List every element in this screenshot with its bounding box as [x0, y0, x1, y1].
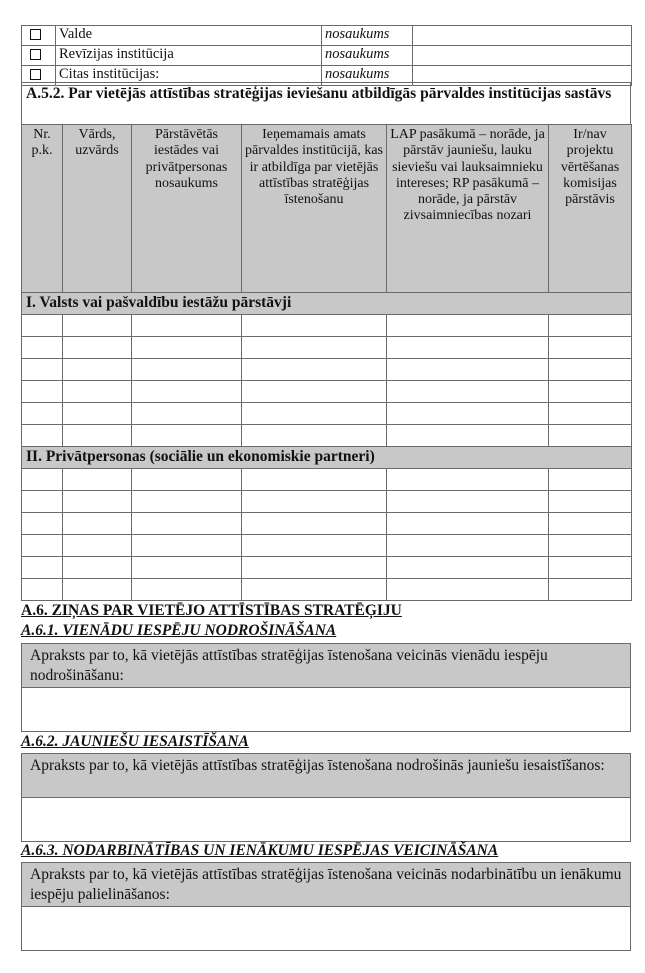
table-row [22, 491, 632, 513]
institution-name-hint: nosaukums [322, 26, 413, 46]
table-row [22, 579, 632, 601]
composition-table [21, 124, 632, 601]
citas-checkbox[interactable] [30, 69, 41, 80]
institution-name-hint: nosaukums [322, 66, 413, 86]
a63-answer-field[interactable] [22, 907, 630, 950]
col-header-lap-rp: LAP pasākumā – norāde, ja pārstāv jauniešu, lauku sieviešu vai lauksaimnieku intereses; RP pasākumā – norāde, ja pārstāv zivsaimniecības nozari [387, 125, 549, 293]
institution-name-field[interactable] [413, 46, 632, 66]
table-row [22, 359, 632, 381]
institution-label: Citas institūcijas: [56, 66, 322, 86]
table-row [22, 381, 632, 403]
a62-answer-field[interactable] [22, 798, 630, 841]
col-header-position: Ieņemamais amats pārvaldes institūcijā, kas ir atbildīga par vietējās attīstības stratēģijas īstenošanu [242, 125, 387, 293]
institution-label: Revīzijas institūcija [56, 46, 322, 66]
a61-heading: A.6.1. VIENĀDU IESPĒJU NODROŠINĀŠANA [21, 622, 337, 639]
a6-heading: A.6. ZIŅAS PAR VIETĒJO ATTĪSTĪBAS STRATĒĢIJU [21, 602, 402, 619]
col-header-organisation: Pārstāvētās iestādes vai privātpersonas nosaukums [132, 125, 242, 293]
table-row [22, 315, 632, 337]
section-title-private: II. Privātpersonas (sociālie un ekonomiskie partneri) [22, 447, 632, 469]
table-row [22, 337, 632, 359]
institutions-table [21, 25, 632, 86]
table-header-row [22, 125, 632, 293]
a63-heading: A.6.3. NODARBINĀTĪBAS UN IENĀKUMU IESPĒJAS VEICINĀŠANA [21, 842, 499, 859]
a61-box [21, 643, 631, 732]
institution-row [22, 46, 632, 66]
section-title-public: I. Valsts vai pašvaldību iestāžu pārstāvji [22, 293, 632, 315]
section-row [22, 293, 632, 315]
valde-checkbox[interactable] [30, 29, 41, 40]
table-row [22, 557, 632, 579]
table-row [22, 513, 632, 535]
a62-box [21, 753, 631, 842]
table-row [22, 403, 632, 425]
a62-heading: A.6.2. JAUNIEŠU IESAISTĪŠANA [21, 733, 249, 750]
institution-row [22, 26, 632, 46]
revizijas-checkbox[interactable] [30, 49, 41, 60]
table-row [22, 425, 632, 447]
a61-prompt: Apraksts par to, kā vietējās attīstības stratēģijas īstenošana veicinās vienādu iespēju nodrošināšanu: [22, 644, 630, 688]
institution-name-field[interactable] [413, 26, 632, 46]
institution-label: Valde [56, 26, 322, 46]
a52-heading: A.5.2. Par vietējās attīstības stratēģijas ieviešanu atbildīgās pārvaldes institūcijas sastāvs [21, 82, 631, 124]
a63-box [21, 862, 631, 951]
table-row [22, 469, 632, 491]
col-header-commission: Ir/nav projektu vērtēšanas komisijas pārstāvis [549, 125, 632, 293]
a62-prompt: Apraksts par to, kā vietējās attīstības stratēģijas īstenošana nodrošinās jauniešu iesaistīšanos: [22, 754, 630, 798]
a63-prompt: Apraksts par to, kā vietējās attīstības stratēģijas īstenošana veicinās nodarbinātību un ienākumu iespēju palielināšanos: [22, 863, 630, 907]
table-row [22, 535, 632, 557]
col-header-name: Vārds, uzvārds [63, 125, 132, 293]
section-row [22, 447, 632, 469]
col-header-nr: Nr. p.k. [22, 125, 63, 293]
a61-answer-field[interactable] [22, 688, 630, 731]
institution-name-hint: nosaukums [322, 46, 413, 66]
